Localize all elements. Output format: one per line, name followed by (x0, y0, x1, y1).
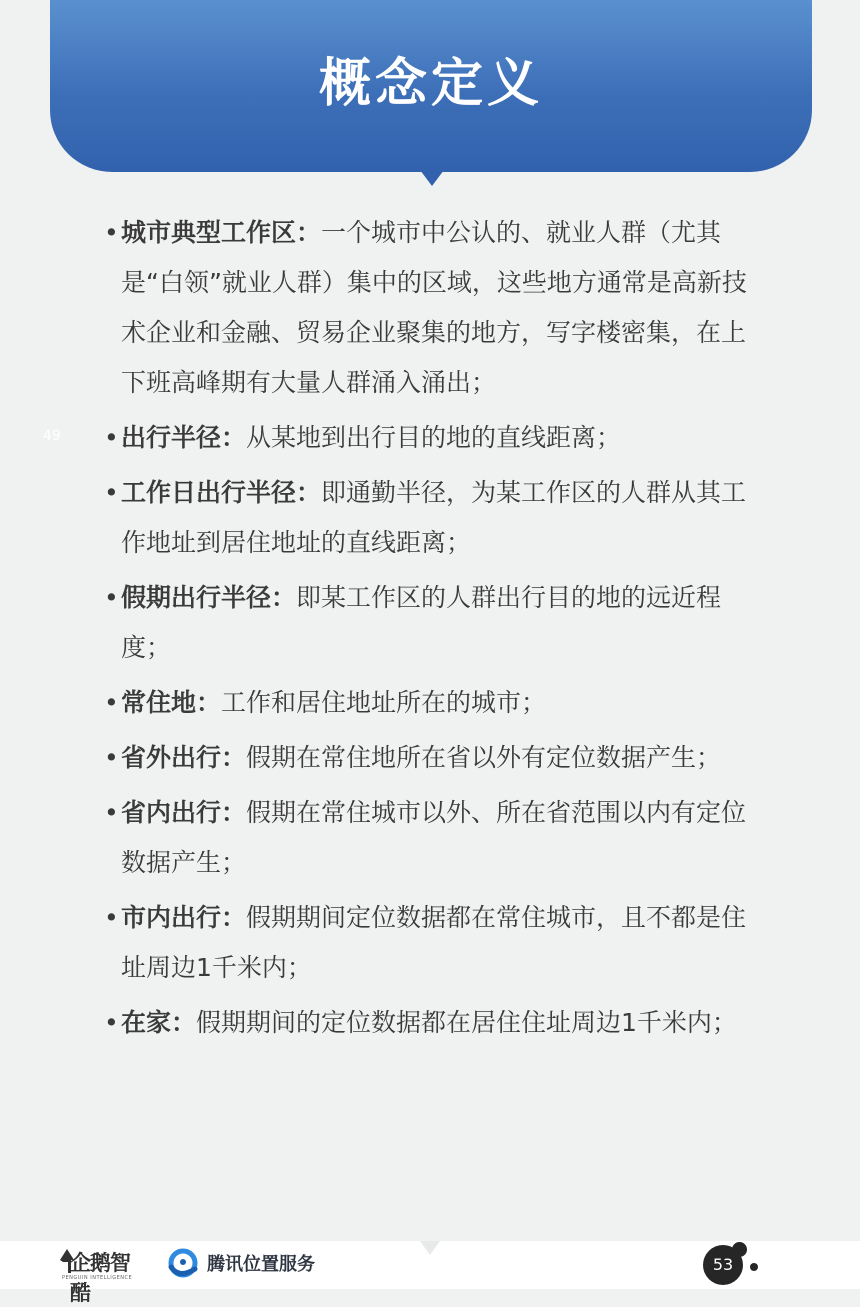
penguin-intelligence-logo (58, 1247, 146, 1305)
definition-term: 工作日出行半径： (121, 478, 322, 507)
definition-text: 假期期间的定位数据都在居住住址周边1千米内； (196, 1008, 737, 1037)
definition-text: 一个城市中公认的、就业人群（尤其是“白领”就业人群）集中的区域，这些地方通常是高新技术企业和金融、贸易企业聚集的地方，写字楼密集，在上下班高峰期有大量人群涌入涌出； (121, 218, 747, 397)
definition-term: 在家： (121, 1008, 197, 1037)
definitions-list (104, 208, 766, 1053)
bullet-icon: • (104, 743, 119, 772)
definition-term: 常住地： (121, 688, 222, 717)
definition-term: 出行半径： (121, 423, 247, 452)
footer-pointer (420, 1241, 440, 1255)
page-title: 概念定义 (318, 54, 543, 114)
bullet-icon: • (104, 903, 119, 932)
definition-text: 即某工作区的人群出行目的地的远近程度； (121, 583, 722, 662)
bullet-icon: • (104, 1008, 119, 1037)
definition-item (104, 893, 766, 993)
definition-term: 省外出行： (121, 743, 247, 772)
definition-text: 假期期间定位数据都在常住城市，且不都是住址周边1千米内； (121, 903, 747, 982)
tencent-map-icon (165, 1247, 201, 1281)
definition-term: 假期出行半径： (121, 583, 297, 612)
bullet-icon: • (104, 218, 119, 247)
title-banner (50, 0, 812, 172)
definition-text: 假期在常住城市以外、所在省范围以内有定位数据产生； (121, 798, 747, 877)
definition-text: 即通勤半径，为某工作区的人群从其工作地址到居住地址的直线距离； (121, 478, 747, 557)
page-number: 53 (703, 1245, 743, 1285)
bullet-icon: • (104, 798, 119, 827)
definition-text: 从某地到出行目的地的直线距离； (246, 423, 622, 452)
definition-item (104, 208, 766, 408)
definition-term: 省内出行： (121, 798, 247, 827)
logo1-text: 企鹅智酷 (70, 1251, 130, 1305)
logo1-subtitle: PENGUIN INTELLIGENCE (62, 1275, 133, 1281)
definition-item (104, 413, 766, 463)
definition-item (104, 573, 766, 673)
definition-item (104, 788, 766, 888)
definition-term: 市内出行： (121, 903, 247, 932)
decorative-dot (750, 1263, 758, 1271)
definition-item (104, 468, 766, 568)
banner-pointer (420, 170, 444, 186)
definition-item (104, 678, 766, 728)
definition-item (104, 998, 766, 1048)
side-page-number: 49 (43, 428, 61, 444)
bullet-icon: • (104, 583, 119, 612)
definition-term: 城市典型工作区： (121, 218, 322, 247)
definition-text: 工作和居住地址所在的城市； (221, 688, 547, 717)
bullet-icon: • (104, 423, 119, 452)
tencent-location-service-text: 腾讯位置服务 (207, 1254, 315, 1275)
definition-text: 假期在常住地所在省以外有定位数据产生； (246, 743, 722, 772)
definition-item (104, 733, 766, 783)
bullet-icon: • (104, 688, 119, 717)
bullet-icon: • (104, 478, 119, 507)
